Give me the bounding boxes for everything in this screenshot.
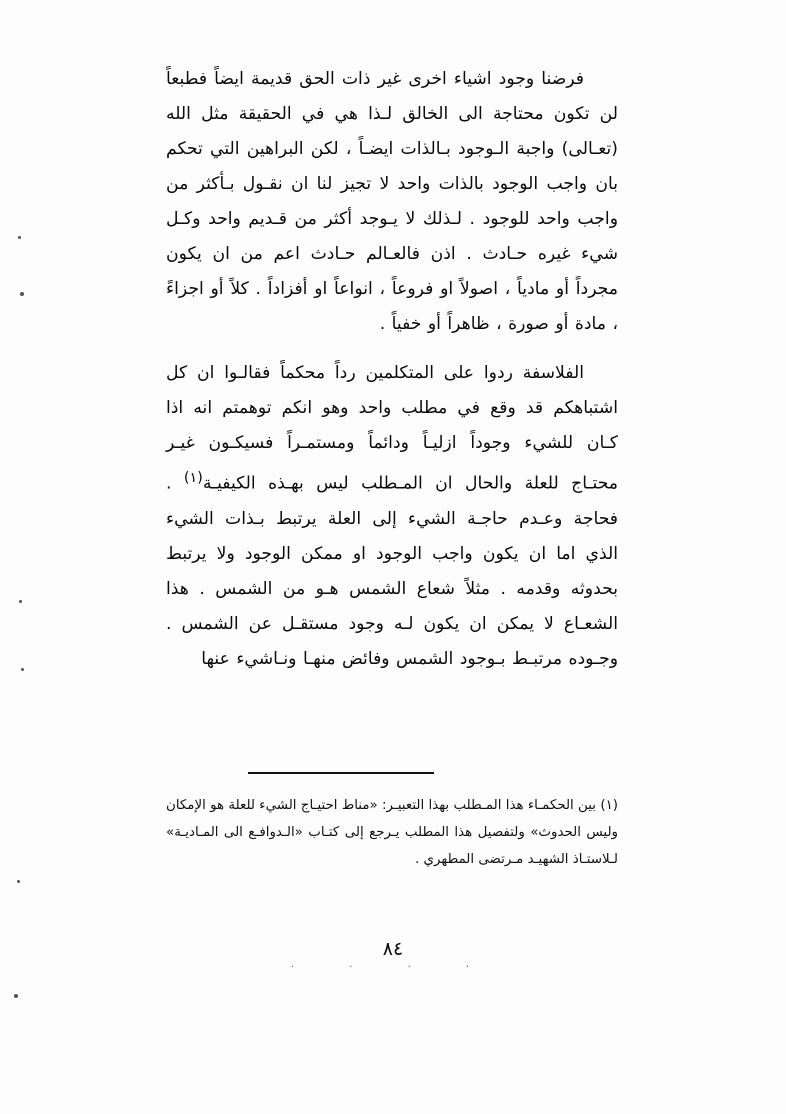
page-body [166,62,618,683]
scan-speckle [17,880,20,883]
footnote-marker: (١) [600,798,619,813]
scan-speckle [14,994,18,998]
scan-speckle [19,600,22,603]
scan-speckle [21,668,24,671]
body-paragraph: الفلاسفة ردوا على المتكلمين رداً محكماً فقالـوا ان كل اشتباهكم قد وقع في مطلب واحد وهو انكم توهمتم انه اذا كـان للشيء وجوداً ازليـاً ودائماً ومستمـراً فسيكـون غيـر محتـاج للعلة والحال ان المـطلب ليس بهـذه الكيفيـة$^{(١)}$ . فحاجة وعـدم حاجـة الشيء إلى العلة يرتبط بـذات الشيء الذي اما ان يكون واجب الوجود او ممكن الوجود ولا يرتبط بحدوثه وقدمه . مثلاً شعاع الشمس هـو من الشمس . هذا الشعـاع لا يمكن ان يكون لـه وجود مستقـل عن الشمس . وجـوده مرتبـط بـوجود الشمس وفائض منهـا ونـاشيء عنها [166,363,619,669]
scan-speckle [18,236,21,239]
page-number: ٨٤ [382,938,404,960]
footer-dot-ornament: · · · · [290,962,496,973]
footnote-text [166,792,618,873]
footnote-separator-rule [248,772,434,774]
body-paragraph: فرضنا وجود اشياء اخرى غير ذات الحق قديمة ايضاً فطبعاً لن تكون محتاجة الى الخالق لـذا هي في الحقيقة مثل الله (تعـالى) واجبة الـوجود بـالذات ايضـاً ، لكن البراهين التي تحكم بان واجب الوجود بالذات واحد لا تجيز لنا ان نقـول بـأكثر من واجب واحد للوجود . لـذلك لا يـوجد أكثر من قـديم واحد وكـل شيء غيره حـادث . اذن فالعـالم حـادث اعم من ان يكون مجرداً أو مادياً ، اصولاً او فروعاً ، انواعاً او أفزاداً . كلاً أو اجزاءً ، مادة أو صورة ، ظاهراً أو خفياً . [166,69,618,334]
scan-speckle [20,292,24,296]
footnote-block [166,792,618,873]
footnote-body: بين الحكمـاء هذا المـطلب بهذا التعبيـر: «مناط احتيـاج الشيء للعلة هو الإمكان وليس الحدوث» ولتفصيل هذا المطلب يـرجع إلى كتـاب «الـدوافـع الى المـاديـة» لـلاستـاذ الشهيـد مـرتضى المطهري . [166,798,618,867]
